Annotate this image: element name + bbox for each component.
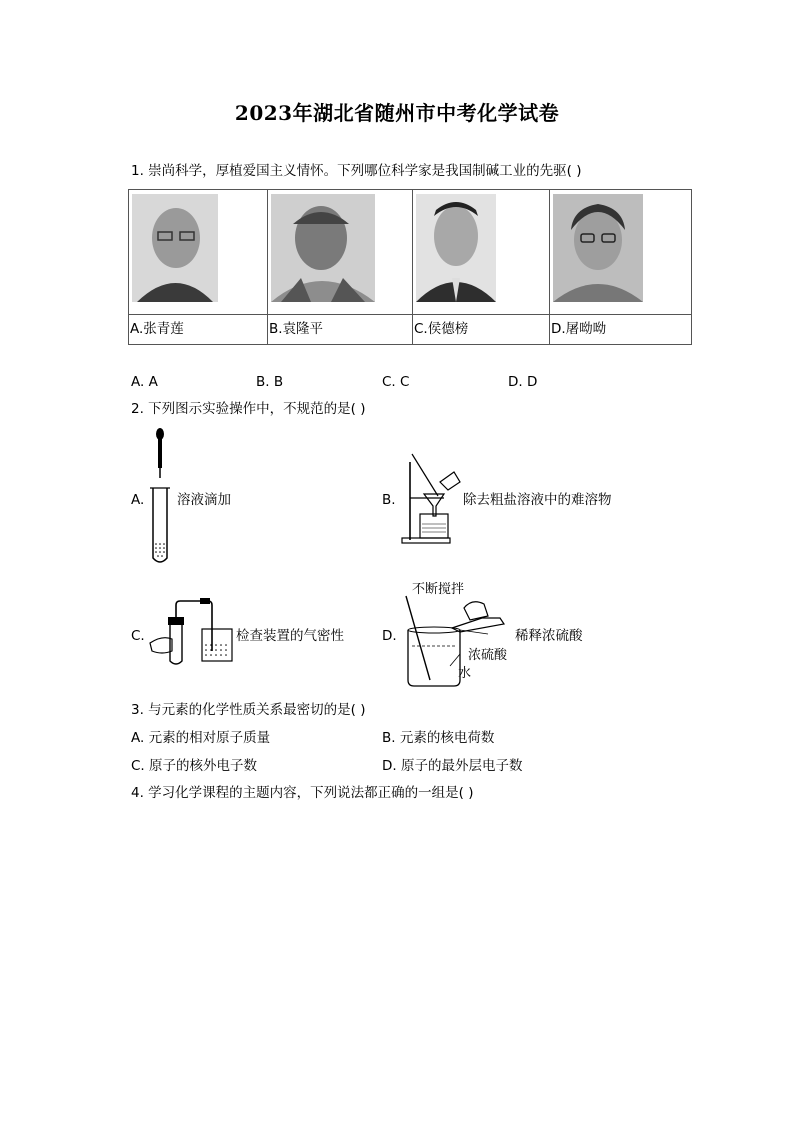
q2-option-d-caption: 稀释浓硫酸 — [515, 628, 583, 644]
filtration-apparatus-diagram — [398, 452, 462, 544]
dropper-test-tube-diagram — [145, 426, 175, 568]
portrait-zhang-qinglian — [132, 194, 218, 302]
photo-cell-d — [550, 190, 692, 315]
q3-option-d: D. 原子的最外层电子数 — [382, 758, 523, 774]
q2-option-c-letter: C. — [131, 628, 145, 644]
photo-cell-a — [129, 190, 268, 315]
portrait-tu-youyou — [553, 194, 643, 302]
label-concentrated-acid: 浓硫酸 — [468, 648, 508, 663]
question-2-text: 2. 下列图示实验操作中，不规范的是( ) — [131, 401, 366, 417]
q3-option-b: B. 元素的核电荷数 — [382, 730, 495, 746]
question-1-text: 1. 崇尚科学，厚植爱国主义情怀。下列哪位科学家是我国制碱工业的先驱( ) — [131, 163, 582, 179]
q3-option-a: A. 元素的相对原子质量 — [131, 730, 271, 746]
airtightness-check-diagram — [148, 595, 236, 669]
q2-option-a-letter: A. — [131, 492, 145, 508]
scientist-name-c: C.侯德榜 — [413, 315, 550, 345]
q2-option-c-caption: 检查装置的气密性 — [236, 628, 344, 644]
q3-option-c: C. 原子的核外电子数 — [131, 758, 258, 774]
scientist-table — [128, 189, 692, 345]
portrait-yuan-longping — [271, 194, 375, 302]
q1-option-d: D. D — [508, 374, 538, 390]
q2-option-b-letter: B. — [382, 492, 396, 508]
q2-option-d-letter: D. — [382, 628, 397, 644]
photo-cell-b — [268, 190, 413, 315]
dilution-diagram — [400, 594, 512, 690]
label-stir: 不断搅拌 — [412, 582, 465, 597]
q2-option-a-caption: 溶液滴加 — [177, 492, 231, 508]
q1-option-a: A. A — [131, 374, 158, 390]
portrait-hou-debang — [416, 194, 496, 302]
q1-option-b: B. B — [256, 374, 284, 390]
question-3-text: 3. 与元素的化学性质关系最密切的是( ) — [131, 702, 366, 718]
q2-option-b-caption: 除去粗盐溶液中的难溶物 — [463, 492, 612, 508]
page-title: 2023年湖北省随州市中考化学试卷 — [234, 101, 560, 125]
scientist-name-b: B.袁隆平 — [268, 315, 413, 345]
scientist-name-a: A.张青莲 — [129, 315, 268, 345]
label-water: 水 — [458, 666, 472, 681]
photo-cell-c — [413, 190, 550, 315]
scientist-name-d: D.屠呦呦 — [550, 315, 692, 345]
question-4-text: 4. 学习化学课程的主题内容，下列说法都正确的一组是( ) — [131, 785, 474, 801]
q1-option-c: C. C — [382, 374, 410, 390]
